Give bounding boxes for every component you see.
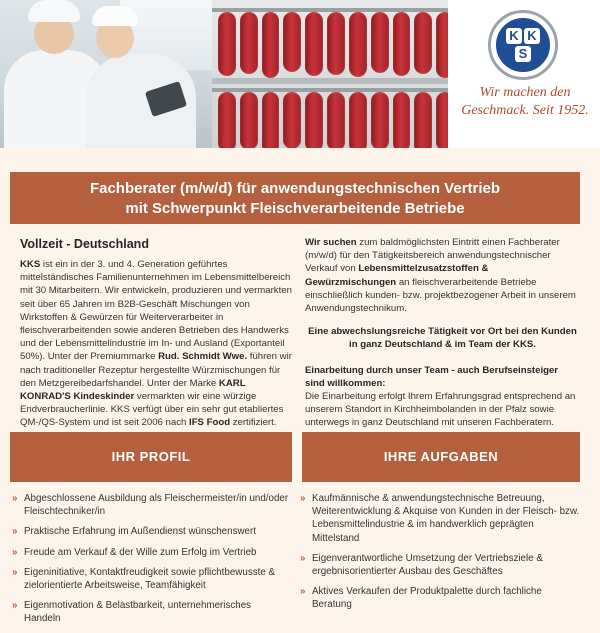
list-item	[300, 585, 580, 611]
product-focus: Lebensmittelzusatzstoffen & Gewürzmischungen	[305, 263, 489, 288]
slogan-line: Geschmack. Seit 1952.	[461, 103, 589, 118]
list-item	[12, 546, 290, 559]
bullet-arrow-icon: »	[12, 546, 18, 558]
text-segment: zum baldmöglichsten Eintritt einen Fachberater (m/w/d) für den Tätigkeitsbereich anwendungstechnischer Verkauf von	[305, 237, 560, 275]
list-item	[12, 492, 290, 518]
list-item-text: Eigeninitiative, Kontaktfreudigkeit sowie pflichtbewusste & zielorientierte Arbeitsweise, Teamfähigkeit	[24, 566, 276, 592]
header-images	[0, 0, 600, 148]
slogan-line: Wir machen den	[479, 85, 571, 100]
brand-name: KARL KONRAD'S Kindeskinder	[20, 377, 246, 403]
bullet-arrow-icon: »	[12, 493, 18, 504]
bullet-arrow-icon: »	[12, 600, 18, 612]
lead-bold: Wir suchen	[305, 237, 357, 248]
list-item	[12, 599, 290, 625]
logo-letter: S	[515, 46, 531, 62]
logo-letter: K	[506, 28, 522, 44]
job-title-line: Fachberater (m/w/d) für anwendungstechnischen Vertrieb	[89, 180, 501, 197]
kks-logo	[488, 10, 558, 80]
training-text: Die Einarbeitung erfolgt Ihrem Erfahrungsgrad entsprechend an unserem Standort in Kirchheimbolanden in der Pfalz sowie unterwegs in ganz Deutschland mit unseren Fachberatern.	[305, 391, 576, 429]
bullet-arrow-icon: »	[300, 586, 306, 598]
list-item-text: Eigenverantwortliche Umsetzung der Vertriebsziele & ergebnisorientierter Ausbau des Geschäftes	[312, 552, 543, 578]
list-item	[12, 566, 290, 592]
company-name: KKS	[20, 259, 41, 270]
list-item-text: Praktische Erfahrung im Außendienst wünschenswert	[24, 526, 256, 538]
bullet-arrow-icon: »	[12, 526, 18, 538]
company-description	[20, 258, 292, 430]
activity-highlight: Eine abwechslungsreiche Tätigkeit vor Ort bei den Kunden in ganz Deutschland & im Team der KKS.	[308, 326, 577, 351]
bullet-arrow-icon: »	[300, 493, 306, 504]
brand-name: Rud. Schmidt Wwe.	[158, 351, 248, 363]
job-title-line: mit Schwerpunkt Fleischverarbeitende Betriebe	[125, 200, 465, 217]
staff-photo	[0, 0, 212, 148]
search-paragraph	[305, 236, 580, 315]
certification-name: IFS Food	[189, 417, 231, 429]
text-segment: vermarkten wir eine würzige Endverbraucherlinie. KKS verfügt über ein sehr gut etabliertes QM-/QS-System und ist seit 2006 nach	[20, 391, 284, 429]
employment-type-heading: Vollzeit - Deutschland	[20, 237, 149, 251]
tasks-heading: IHRE AUFGABEN	[302, 432, 580, 482]
bullet-arrow-icon: »	[12, 566, 18, 578]
sausage-photo	[212, 0, 448, 148]
list-item-text: Freude am Verkauf & der Wille zum Erfolg im Vertrieb	[24, 546, 257, 558]
bullet-arrow-icon: »	[300, 552, 306, 564]
profile-list	[12, 492, 290, 633]
job-title-banner	[10, 172, 580, 224]
list-item	[300, 552, 580, 578]
list-item	[300, 492, 580, 545]
list-item-text: Kaufmännische & anwendungstechnische Betreuung, Weiterentwicklung & Akquise von Kunden in der Fleisch- bzw. Lebensmittelindustrie & im handwerklich geprägten Mittelstand	[312, 493, 580, 544]
text-segment: an fleischverarbeitende Betriebe einschließlich kunden- bzw. projektbezogener Arbeit in unserem Anwendungstechnikum.	[305, 276, 576, 315]
text-segment: zertifiziert.	[230, 417, 277, 429]
logo-letter: K	[524, 28, 540, 44]
company-intro	[20, 236, 292, 430]
slogan	[452, 84, 598, 120]
list-item	[12, 525, 290, 538]
list-item-text: Abgeschlossene Ausbildung als Fleischermeister/in und/oder Fleischtechniker/in	[24, 493, 289, 518]
text-segment: führen wir nach traditioneller Rezeptur hergestellte Würzmischungen für den Metzgereibedarfshandel. Unter der Marke	[20, 351, 292, 389]
profile-heading: IHR PROFIL	[10, 432, 292, 482]
list-item-text: Aktives Verkaufen der Produktpalette durch fachliche Beratung	[312, 586, 542, 611]
text-segment: ist ein in der 3. und 4. Generation geführtes mittelständisches Familienunternehmen im Lebensmittelbereich mit 30 Mitarbeitern. Wir entwickeln, produzieren und vermarkten seit über 65 Jahren im B2B-Geschäft Mischungen von Wirkstoffen & Gewürzen für Weiterverarbeiter in fleischverarbeitenden sowie anderen Betrieben des Handwerks und der Lebensmittelindustrie im In- und Ausland (Exportanteil 50%). Unter der Premiummarke	[20, 259, 292, 363]
list-item-text: Eigenmotivation & Belastbarkeit, unternehmerisches Handeln	[24, 600, 252, 625]
training-heading: Einarbeitung durch unser Team - auch Berufseinsteiger sind willkommen:	[305, 364, 559, 389]
position-description	[305, 236, 580, 430]
